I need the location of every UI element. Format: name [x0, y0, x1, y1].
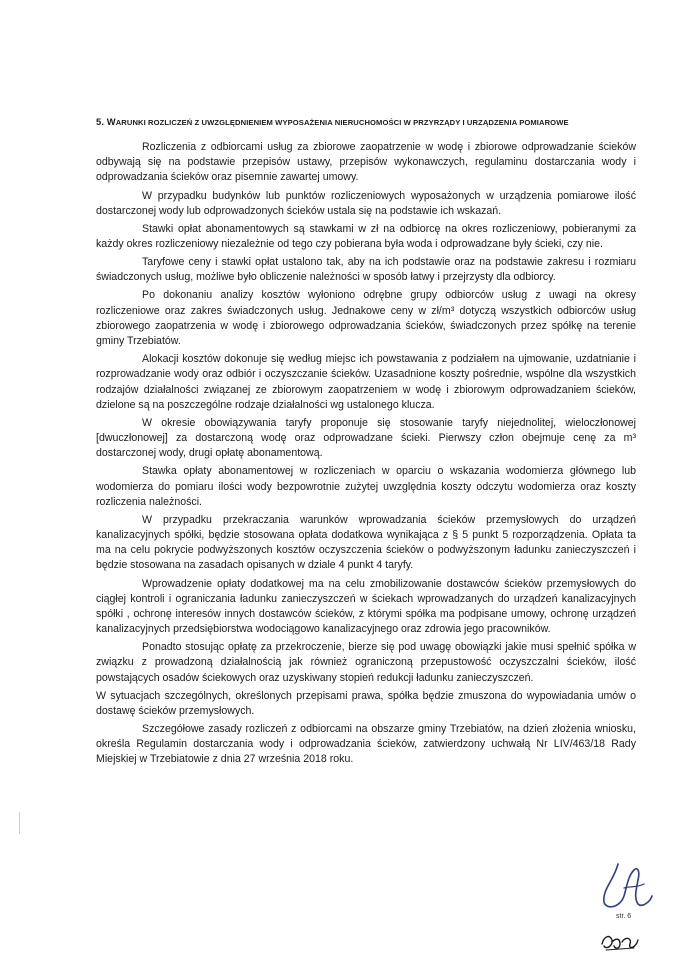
- paragraph-1: Rozliczenia z odbiorcami usług za zbiorowe zaopatrzenie w wodę i zbiorowe odprowadzanie ścieków odbywają się na podstawie przepisów ustawy, przepisów wykonawczych, regulaminu dostarczania wody i odprowadzania ścieków oraz pisemnie zawartej umowy.: [96, 141, 636, 184]
- paragraph-11: Ponadto stosując opłatę za przekroczenie, bierze się pod uwagę obowiązki jakie musi spełnić spółka w związku z prowadzoną działalnością jak również ograniczoną przepustowość oczyszczalni ścieków, ilość powstających osadów ściekowych oraz uzyskiwany stopień redukcji ładunku zanieczyszczeń.: [96, 641, 636, 684]
- paragraph-8: Stawka opłaty abonamentowej w rozliczeniach w oparciu o wskazania wodomierza głównego lub wodomierza do pomiaru ilości wody bezpowrotnie zużytej uwzględnia koszty odczytu wodomierza oraz koszty rozliczenia należności.: [96, 465, 636, 508]
- initials-mark: [598, 930, 642, 954]
- paragraph-13: Szczegółowe zasady rozliczeń z odbiorcami na obszarze gminy Trzebiatów, na dzień złożenia wniosku, określa Regulamin dostarczania wody i odprowadzania ścieków, zatwierdzony uchwałą Nr LIV/463/18 Rady Miejskiej w Trzebiatowie z dnia 27 września 2018 roku.: [96, 723, 636, 766]
- paragraph-6: Alokacji kosztów dokonuje się według miejsc ich powstawania z podziałem na ujmowanie, uzdatnianie i rozprowadzanie wody oraz odbiór i oczyszczanie ścieków. Uzasadnione koszty pośrednie, wspólne dla wszystkich rodzajów działalności związanej ze zbiorowym zaopatrzeniem w wodę i zbiorowym odprowadzaniem ścieków, dzielone są na poszczególne rodzaje działalności wg ustalonego klucza.: [96, 353, 636, 411]
- page-number: str. 6: [616, 913, 632, 920]
- paragraph-5: Po dokonaniu analizy kosztów wyłoniono odrębne grupy odbiorców usług z uwagi na okresy rozliczeniowe oraz zakres świadczonych usług. Jednakowe ceny w zł/m³ dotyczą wszystkich odbiorców usług zbiorowego zaopatrzenia w wodę i zbiorowego odprowadzania ścieków, świadczonych przez spółkę na terenie gminy Trzebiatów.: [96, 289, 636, 347]
- margin-mark: [19, 812, 20, 834]
- paragraph-7: W okresie obowiązywania taryfy proponuje się stosowanie taryfy niejednolitej, wieloczłonowej [dwuczłonowej] za dostarczoną wodę oraz odprowadzane ścieki. Pierwszy człon obejmuje cenę za m³ dostarczonej wody, drugi opłatę abonamentową.: [96, 416, 636, 460]
- paragraph-3: Stawki opłat abonamentowych są stawkami w zł na odbiorcę na okres rozliczeniowy, pobieranymi za każdy okres rozliczeniowy niezależnie od tego czy pobierana była woda i odprowadzane były ścieki, czy nie.: [96, 222, 636, 250]
- section-number: 5.: [96, 116, 105, 127]
- paragraph-10: Wprowadzenie opłaty dodatkowej ma na celu zmobilizowanie dostawców ścieków przemysłowych do ciągłej kontroli i ograniczania ładunku zanieczyszczeń w ściekach wprowadzanych do urządzeń kanalizacyjnych spółki , ochronę interesów innych dostawców ścieków, z którymi spółka ma podpisane umowy, ochronę urządzeń kanalizacyjnych przedsiębiorstwa wodociągowo kanalizacyjnego oraz zdrowia jego pracowników.: [96, 577, 636, 636]
- paragraph-12: W sytuacjach szczególnych, określonych przepisami prawa, spółka będzie zmuszona do wypowiadania umów o dostawę ścieków przemysłowych.: [96, 689, 636, 717]
- signature-mark: [594, 858, 654, 914]
- section-title-initial: W: [106, 116, 116, 127]
- paragraph-9: W przypadku przekraczania warunków wprowadzania ścieków przemysłowych do urządzeń kanalizacyjnych spółki, będzie stosowana opłata dodatkowa wynikająca z § 5 punkt 5 rozporządzenia. Opłata ta ma na celu pokrycie podwyższonych kosztów oczyszczenia ścieków o podwyższonym ładunku zanieczyszczeń i będzie stosowana na zasadach opisanych w dziale 4 punkt 4 taryfy.: [96, 513, 636, 572]
- paragraph-2: W przypadku budynków lub punktów rozliczeniowych wyposażonych w urządzenia pomiarowe ilość dostarczonej wody lub odprowadzonych ścieków ustala się na podstawie ich wskazań.: [96, 189, 636, 217]
- section-title-rest: ARUNKI ROZLICZEŃ Z UWZGLĘDNIENIEM WYPOSAŻENIA NIERUCHOMOŚCI W PRZYRZĄDY I URZĄDZENIA POMIAROWE: [115, 118, 569, 127]
- section-heading: [96, 116, 656, 127]
- section-body: [96, 140, 636, 771]
- paragraph-4: Taryfowe ceny i stawki opłat ustalono tak, aby na ich podstawie oraz na podstawie zakresu i rozmiaru świadczonych usług, możliwe było obliczenie należności w sposób łatwy i przejrzysty dla odbiorcy.: [96, 256, 636, 284]
